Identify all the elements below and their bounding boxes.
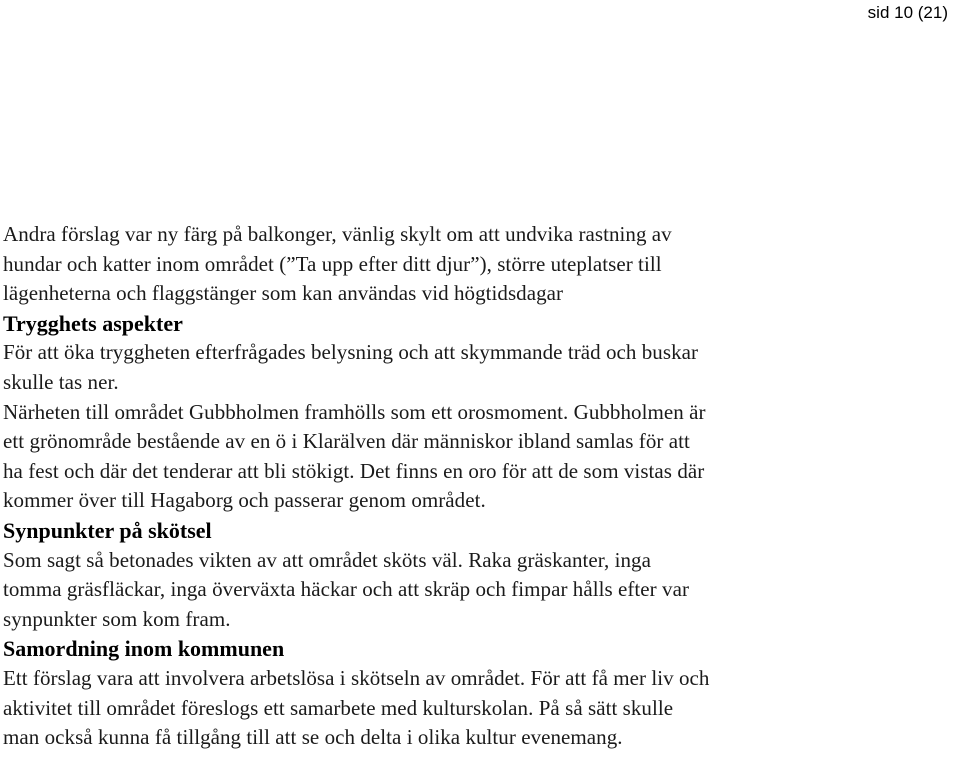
section-trygghet (3, 309, 955, 516)
text-line: man också kunna få tillgång till att se och delta i olika kultur evenemang. (3, 725, 623, 750)
intro-paragraph (3, 220, 955, 309)
section-samordning (3, 634, 955, 752)
text-line: ett grönområde bestående av en ö i Klarälven där människor ibland samlas för att (3, 429, 690, 454)
text-line: lägenheterna och flaggstänger som kan användas vid högtidsdagar (3, 281, 564, 306)
section-heading: Synpunkter på skötsel (3, 517, 212, 543)
document-body (3, 220, 955, 753)
text-line: Närheten till området Gubbholmen framhölls som ett orosmoment. Gubbholmen är (3, 399, 706, 424)
text-line: tomma gräsfläckar, inga överväxta häckar och att skräp och fimpar hålls efter var (3, 577, 689, 602)
page-number: sid 10 (21) (867, 3, 948, 22)
text-line: kommer över till Hagaborg och passerar genom området. (3, 488, 486, 513)
text-line: aktivitet till området föreslogs ett samarbete med kulturskolan. På så sätt skulle (3, 695, 674, 720)
text-line: Som sagt så betonades vikten av att området sköts väl. Raka gräskanter, inga (3, 547, 651, 572)
section-heading: Trygghets aspekter (3, 310, 183, 336)
text-line: hundar och katter inom området (”Ta upp efter ditt djur”), större uteplatser till (3, 251, 662, 276)
section-heading: Samordning inom kommunen (3, 636, 285, 662)
text-line: synpunkter som kom fram. (3, 606, 231, 631)
text-line: Ett förslag vara att involvera arbetslösa i skötseln av området. För att få mer liv och (3, 665, 710, 690)
text-line: För att öka tryggheten efterfrågades belysning och att skymmande träd och buskar (3, 340, 699, 365)
text-line: ha fest och där det tenderar att bli stökigt. Det finns en oro för att de som vistas där (3, 458, 705, 483)
text-line: skulle tas ner. (3, 369, 119, 394)
text-line: Andra förslag var ny färg på balkonger, vänlig skylt om att undvika rastning av (3, 222, 672, 246)
section-skotsel (3, 516, 955, 634)
